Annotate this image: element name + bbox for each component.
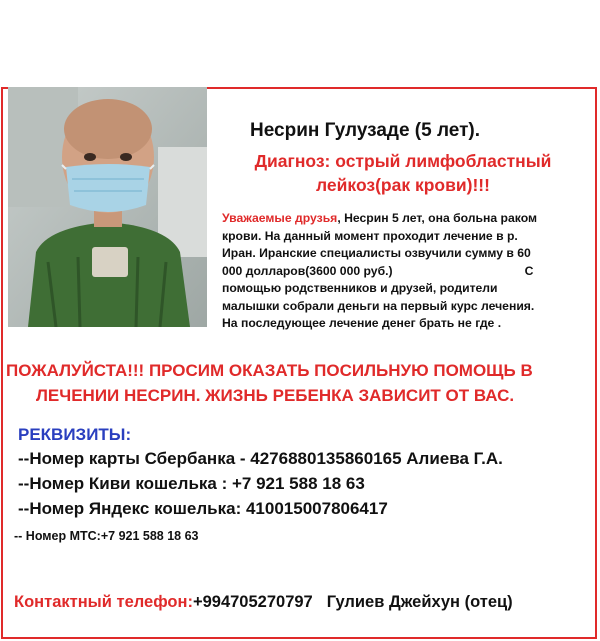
intro-text (222, 210, 594, 333)
contact-person: Гулиев Джейхун (отец) (326, 593, 513, 611)
intro-line-3: Иран. Иранские специалисты озвучили сумму в 60 (222, 246, 531, 260)
intro-line-1: , Несрин 5 лет, она больна раком (337, 211, 538, 225)
intro-line-6: малышки собрали деньги на первый курс лечения. (222, 298, 535, 313)
intro-line-4a: 000 долларов(3600 000 руб.) (222, 263, 393, 278)
diagnosis (228, 149, 578, 197)
yandex-wallet-number: --Номер Яндекс кошелька: 410015007806417 (18, 499, 388, 518)
child-photo (8, 87, 207, 327)
intro-highlight: Уважаемые друзья (222, 211, 338, 225)
contact-phone: +994705270797 (192, 593, 313, 611)
appeal-line-2: ЛЕЧЕНИИ НЕСРИН. ЖИЗНЬ РЕБЕНКА ЗАВИСИТ ОТ ВАС. (36, 386, 515, 405)
intro-line-4b: С (524, 263, 534, 278)
intro-line-7: На последующее лечение денег брать не где . (222, 316, 502, 330)
qiwi-wallet-number: --Номер Киви кошелька : +7 921 588 18 63 (18, 474, 365, 493)
child-photo-illustration (8, 87, 207, 327)
diagnosis-line-2: лейкоз(рак крови)!!! (316, 175, 490, 195)
intro-line-5: помощью родственников и друзей, родители (222, 281, 498, 295)
requisites-title: РЕКВИЗИТЫ: (18, 425, 132, 444)
page-title: Несрин Гулузаде (5 лет). (250, 120, 481, 141)
contact-line (14, 593, 513, 612)
mts-number: -- Номер МТС:+7 921 588 18 63 (14, 529, 199, 543)
appeal (6, 358, 596, 408)
contact-label: Контактный телефон: (14, 593, 193, 611)
intro-line-2: крови. На данный момент проходит лечение в р. (222, 228, 518, 243)
appeal-line-1: ПОЖАЛУЙСТА!!! ПРОСИМ ОКАЗАТЬ ПОСИЛЬНУЮ ПОМОЩЬ В (6, 361, 533, 380)
diagnosis-line-1: Диагноз: острый лимфобластный (254, 151, 552, 171)
sberbank-card-number: --Номер карты Сбербанка - 4276880135860165 Алиева Г.А. (18, 449, 503, 468)
